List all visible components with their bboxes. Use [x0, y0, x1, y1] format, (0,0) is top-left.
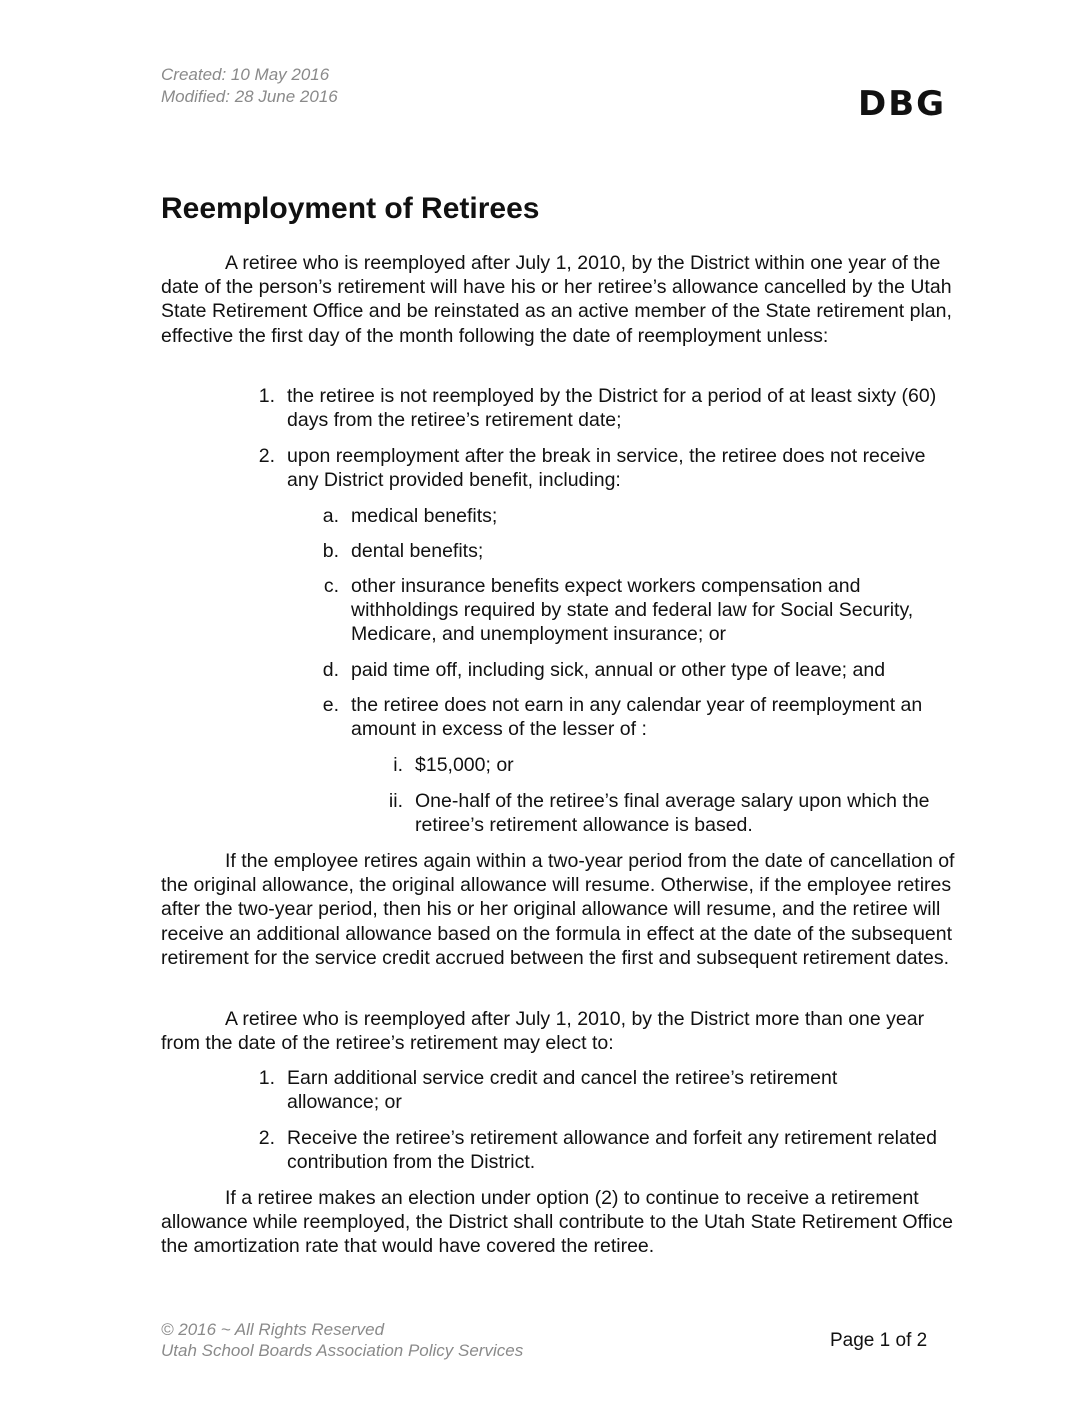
sublist-item: [322, 693, 956, 741]
list-marker: 1.: [258, 385, 275, 407]
list-item: [258, 384, 959, 432]
list-item-text: the retiree is not reemployed by the District for a period of at least sixty (60) days from the retiree’s retirement date;: [287, 385, 937, 432]
list-marker: ii.: [388, 790, 403, 812]
page-title: Reemployment of Retirees: [161, 192, 540, 225]
copyright: © 2016 ~ All Rights Reserved: [161, 1320, 385, 1339]
list-item: [258, 1066, 907, 1114]
paragraph-1: A retiree who is reemployed after July 1, 2010, by the District within one year of the date of the person’s retirement will have his or her retiree’s allowance cancelled by the Utah State Retirement Office and be reinstated as an active member of the State retirement plan, effective the first day of the month following the date of reemployment unless:: [161, 252, 952, 347]
created-date: Created: 10 May 2016: [161, 65, 330, 84]
paragraph-4: If a retiree makes an election under option (2) to continue to receive a retirement allowance while reemployed, the District shall contribute to the Utah State Retirement Office the amortization rate that would have covered the retiree.: [161, 1187, 953, 1258]
roman-list-item: [388, 789, 955, 837]
list-item-text: $15,000; or: [415, 754, 514, 776]
list-item-text: One-half of the retiree’s final average salary upon which the retiree’s retirement allowance is based.: [415, 790, 930, 837]
list-item: [258, 444, 927, 492]
list-item-text: Earn additional service credit and cancel the retiree’s retirement allowance; or: [287, 1067, 838, 1114]
modified-date: Modified: 28 June 2016: [161, 87, 338, 106]
list-marker: d.: [322, 659, 339, 681]
paragraph-3: A retiree who is reemployed after July 1, 2010, by the District more than one year from the date of the retiree’s retirement may elect to:: [161, 1008, 925, 1055]
list-marker: 2.: [258, 1127, 275, 1149]
roman-list-item: [393, 753, 955, 777]
list-item-text: paid time off, including sick, annual or other type of leave; and: [351, 659, 886, 681]
page-number: Page 1 of 2: [830, 1330, 928, 1351]
list-marker: b.: [322, 540, 339, 562]
sublist-item: [322, 504, 951, 528]
publisher: Utah School Boards Association Policy Services: [161, 1341, 524, 1360]
policy-code: DBG: [858, 84, 947, 124]
list-item-text: Receive the retiree’s retirement allowance and forfeit any retirement related contribution from the District.: [287, 1127, 937, 1174]
list-item: [258, 1126, 947, 1174]
sublist-item: [322, 658, 961, 682]
list-marker: a.: [322, 505, 339, 527]
list-marker: i.: [393, 754, 403, 776]
list-item-text: dental benefits;: [351, 540, 484, 562]
paragraph-2: If the employee retires again within a two-year period from the date of cancellation of the original allowance, the original allowance will resume. Otherwise, if the employee retires after the two-year period, then his or her original allowance will resume, and the retiree will receive an additional allowance based on the formula in effect at the date of the subsequent retirement for the service credit accrued between the first and subsequent retirement dates.: [161, 850, 955, 969]
list-item-text: medical benefits;: [351, 505, 498, 527]
list-item-text: other insurance benefits expect workers compensation and withholdings required by state and federal law for Social Security, Medicare, and unemployment insurance; or: [351, 575, 914, 646]
list-item-text: upon reemployment after the break in service, the retiree does not receive any District provided benefit, including:: [287, 445, 926, 492]
list-marker: c.: [323, 575, 339, 597]
sublist-item: [322, 539, 951, 563]
list-marker: 1.: [258, 1067, 275, 1089]
list-item-text: the retiree does not earn in any calendar year of reemployment an amount in excess of the lesser of :: [351, 694, 923, 741]
list-marker: 2.: [258, 445, 275, 467]
sublist-item: [323, 574, 926, 647]
list-marker: e.: [322, 694, 339, 716]
